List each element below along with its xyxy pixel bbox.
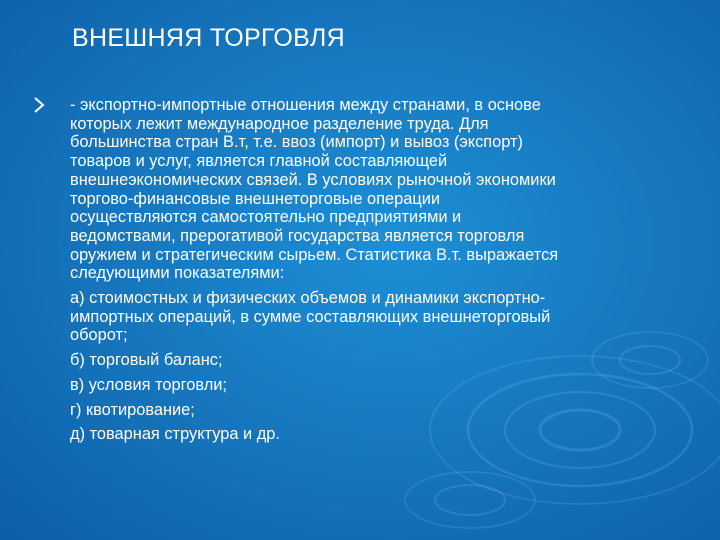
list-item-c: в) условия торговли; [70, 375, 227, 394]
list-item-a-line: а) стоимостных и физических объемов и динамики экспортно- [70, 289, 546, 308]
paragraph-line: торгово-финансовые внешнеторговые операции [70, 189, 441, 208]
paragraph-line: большинства стран В.т, т.е. ввоз (импорт) и вывоз (экспорт) [70, 133, 523, 152]
paragraph-line: оружием и стратегическим сырьем. Статистика В.т. выражается [70, 245, 559, 264]
paragraph-line: - экспортно-импортные отношения между странами, в основе [70, 96, 541, 114]
paragraph-line: ведомствами, прерогативой государства является торговля [70, 226, 525, 245]
list-item-b: б) торговый баланс; [70, 351, 223, 370]
list-item-a-line: оборот; [70, 326, 128, 345]
paragraph-line: товаров и услуг, является главной составляющей [70, 152, 448, 171]
paragraph-line: которых лежит международное разделение труда. Для [70, 114, 489, 133]
slide-title: ВНЕШНЯЯ ТОРГОВЛЯ [72, 24, 345, 52]
paragraph-line: следующими показателями: [70, 264, 285, 283]
paragraph-line: внешнеэкономических связей. В условиях рыночной экономики [70, 170, 556, 189]
list-item-e: д) товарная структура и др. [70, 425, 280, 444]
slide-body [70, 96, 680, 444]
paragraph-line: осуществляются самостоятельно предприятиями и [70, 208, 462, 227]
list-item-d: г) квотирование; [70, 400, 195, 419]
list-item-a-line: импортных операций, в сумме составляющих внешнеторговый [70, 307, 551, 326]
arrow-bullet-icon [33, 97, 45, 113]
